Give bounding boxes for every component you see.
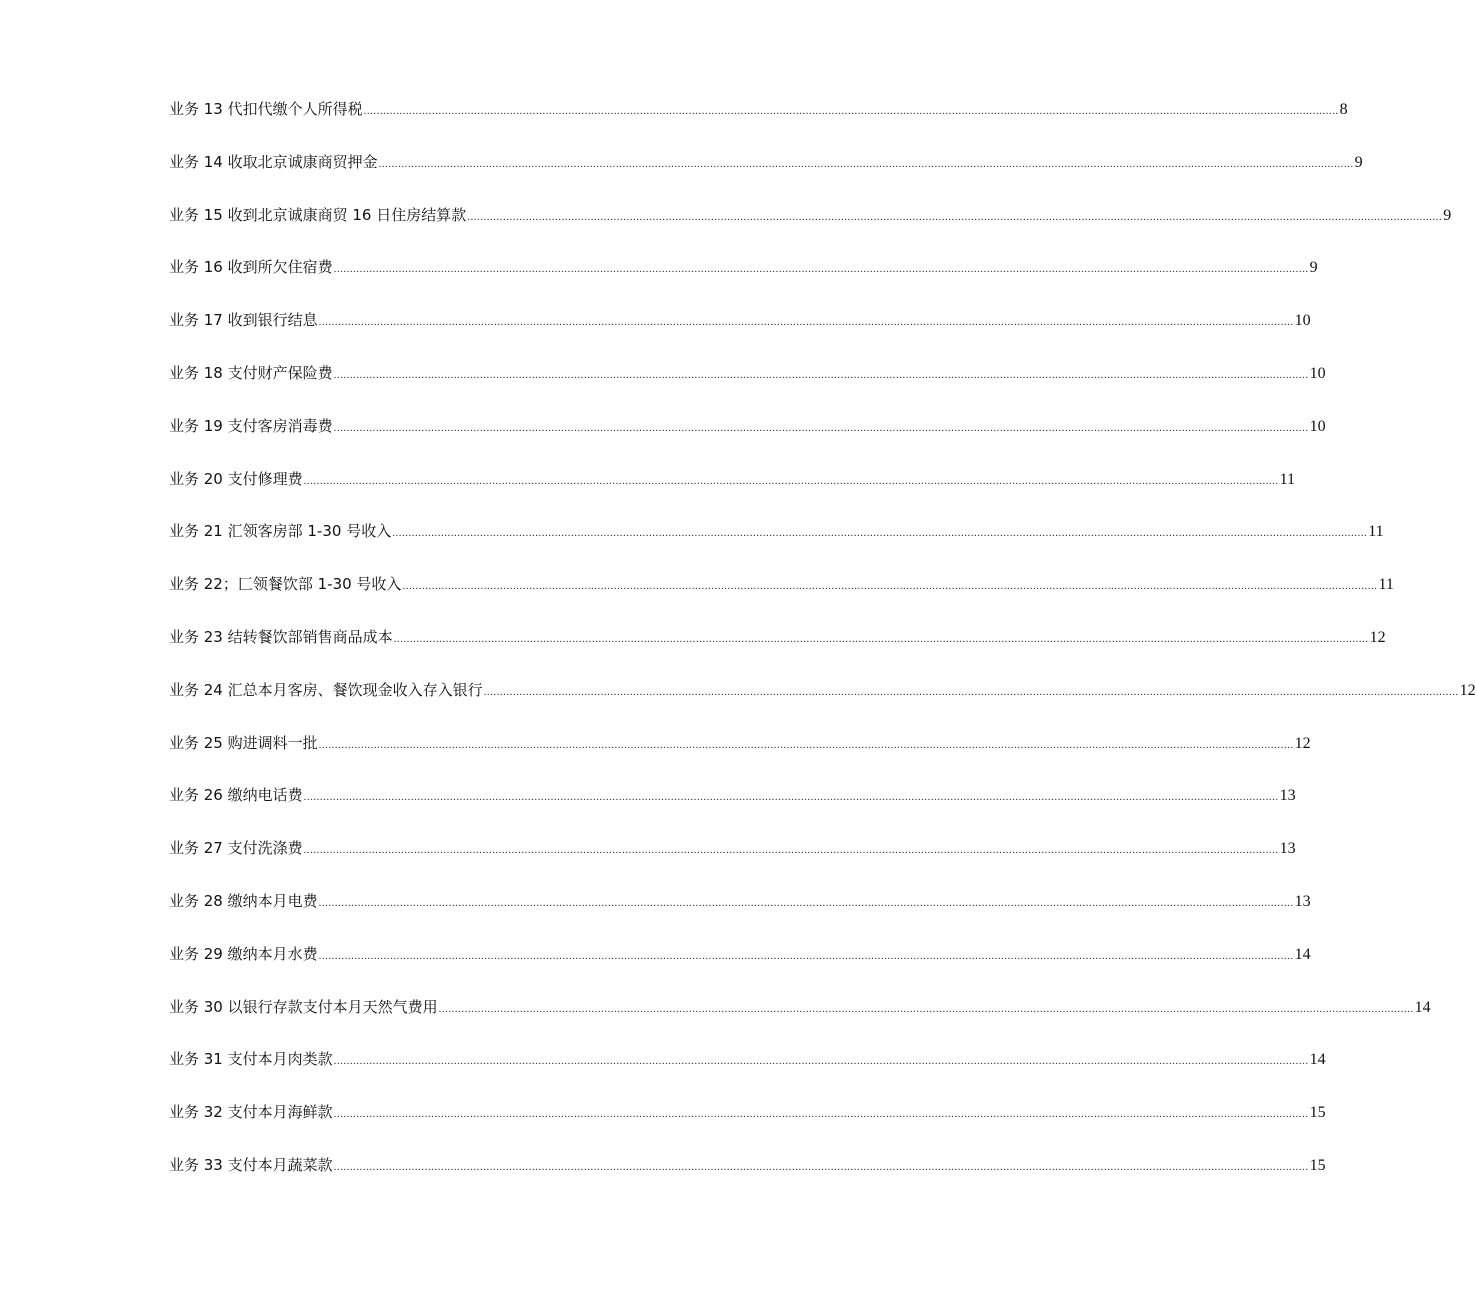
toc-entry[interactable] (169, 1152, 1326, 1205)
dot-leader: ............................................................................................................................................................................................................................................................................................................ (333, 263, 1309, 276)
toc-entry-title: 业务 13 代扣代缴个人所得税 (169, 100, 363, 118)
toc-entry-title: 业务 20 支付修理费 (169, 469, 303, 488)
toc-entry-title: 业务 31 支付本月肉类款 (169, 1050, 333, 1069)
toc-entry[interactable] (169, 360, 1326, 413)
dot-leader: ............................................................................................................................................................................................................................................................................................................ (318, 316, 1294, 329)
dot-leader: ............................................................................................................................................................................................................................................................................................................ (402, 580, 1378, 593)
dot-leader: ............................................................................................................................................................................................................................................................................................................ (303, 474, 1279, 487)
dot-leader: ............................................................................................................................................................................................................................................................................................................ (438, 1002, 1414, 1015)
toc-entry-title: 业务 24 汇总本月客房、餐饮现金收入存入银行 (169, 680, 483, 699)
toc-entry[interactable] (169, 254, 1318, 307)
toc-page-number: 8 (1339, 101, 1348, 118)
toc-entry[interactable] (169, 202, 1452, 255)
toc-page-number: 13 (1279, 787, 1296, 805)
toc-entry[interactable] (169, 994, 1431, 1047)
toc-page-number: 15 (1309, 1104, 1326, 1122)
toc-entry[interactable] (169, 307, 1311, 360)
toc-entry-title: 业务 29 缴纳本月水费 (169, 944, 318, 963)
dot-leader: ............................................................................................................................................................................................................................................................................................................ (333, 421, 1309, 434)
toc-entry-title: 业务 22；匚领餐饮部 1-30 号收入 (169, 575, 402, 594)
toc-page-number: 13 (1294, 892, 1311, 910)
toc-entry-title: 业务 21 汇领客房部 1-30 号收入 (169, 522, 392, 541)
dot-leader: ............................................................................................................................................................................................................................................................................................................ (392, 527, 1368, 540)
toc-page-number: 11 (1368, 523, 1384, 541)
toc-page-number: 14 (1414, 998, 1431, 1016)
dot-leader: ............................................................................................................................................................................................................................................................................................................ (303, 791, 1279, 804)
toc-entry-title: 业务 30 以银行存款支付本月天然气费用 (169, 997, 438, 1016)
dot-leader: ............................................................................................................................................................................................................................................................................................................ (483, 685, 1459, 698)
dot-leader: ............................................................................................................................................................................................................................................................................................................ (467, 210, 1443, 223)
toc-entry[interactable] (169, 149, 1363, 202)
toc-entry[interactable] (169, 518, 1384, 571)
dot-leader: ............................................................................................................................................................................................................................................................................................................ (363, 105, 1339, 117)
toc-entry[interactable] (169, 1099, 1326, 1152)
dot-leader: ............................................................................................................................................................................................................................................................................................................ (393, 632, 1369, 645)
toc-entry[interactable] (169, 466, 1296, 519)
toc-entry-title: 业务 26 缴纳电话费 (169, 786, 303, 805)
toc-page-number: 11 (1378, 576, 1394, 594)
toc-entry[interactable] (169, 571, 1394, 624)
toc-entry-title: 业务 33 支付本月蔬菜款 (169, 1155, 333, 1174)
toc-page-number: 12 (1294, 734, 1311, 752)
toc-entry[interactable] (169, 835, 1296, 888)
dot-leader: ............................................................................................................................................................................................................................................................................................................ (303, 844, 1279, 857)
toc-page-number: 12 (1369, 628, 1386, 646)
toc-entry-title: 业务 23 结转餐饮部销售商品成本 (169, 627, 393, 646)
toc-page-number: 10 (1309, 364, 1326, 382)
toc-entry[interactable] (169, 413, 1326, 466)
toc-entry-title: 业务 15 收到北京诚康商贸 16 日住房结算款 (169, 205, 467, 224)
toc-page-number: 10 (1309, 417, 1326, 435)
toc-entry[interactable] (169, 782, 1296, 835)
dot-leader: ............................................................................................................................................................................................................................................................................................................ (318, 896, 1294, 909)
toc-entry-title: 业务 17 收到银行结息 (169, 311, 318, 330)
toc-page-number: 13 (1279, 840, 1296, 858)
toc-entry-title: 业务 19 支付客房消毒费 (169, 416, 333, 435)
toc-page-number: 9 (1309, 259, 1318, 277)
toc-entry-title: 业务 14 收取北京诚康商贸押金 (169, 152, 378, 171)
toc-entry-title: 业务 18 支付财产保险费 (169, 363, 333, 382)
toc-entry[interactable] (169, 96, 1348, 149)
dot-leader: ............................................................................................................................................................................................................................................................................................................ (333, 368, 1309, 381)
dot-leader: ............................................................................................................................................................................................................................................................................................................ (318, 949, 1294, 962)
toc-entry-title: 业务 27 支付洗涤费 (169, 839, 303, 858)
toc-page-number: 9 (1354, 153, 1363, 171)
toc-page-number: 15 (1309, 1156, 1326, 1174)
toc-entry-title: 业务 25 购进调料一批 (169, 733, 318, 752)
dot-leader: ............................................................................................................................................................................................................................................................................................................ (378, 157, 1354, 170)
toc-entry[interactable] (169, 888, 1311, 941)
toc-page-number: 14 (1309, 1051, 1326, 1069)
toc-entry-title: 业务 16 收到所欠住宿费 (169, 258, 333, 277)
dot-leader: ............................................................................................................................................................................................................................................................................................................ (333, 1108, 1309, 1121)
dot-leader: ............................................................................................................................................................................................................................................................................................................ (333, 1160, 1309, 1173)
toc-page-number: 12 (1459, 681, 1476, 699)
toc-entry-title: 业务 28 缴纳本月电费 (169, 891, 318, 910)
dot-leader: ............................................................................................................................................................................................................................................................................................................ (318, 738, 1294, 751)
toc-entry[interactable] (169, 941, 1311, 994)
toc-entry-title: 业务 32 支付本月海鲜款 (169, 1103, 333, 1122)
toc-entry[interactable] (169, 730, 1311, 783)
toc-entry[interactable] (169, 624, 1386, 677)
toc-page-number: 10 (1294, 312, 1311, 330)
toc-page-number: 11 (1279, 470, 1296, 488)
toc-page-number: 14 (1294, 945, 1311, 963)
toc-entry[interactable] (169, 1046, 1326, 1099)
toc-page-number: 9 (1443, 206, 1452, 224)
table-of-contents (169, 96, 1476, 1205)
toc-entry[interactable] (169, 677, 1476, 730)
dot-leader: ............................................................................................................................................................................................................................................................................................................ (333, 1055, 1309, 1068)
